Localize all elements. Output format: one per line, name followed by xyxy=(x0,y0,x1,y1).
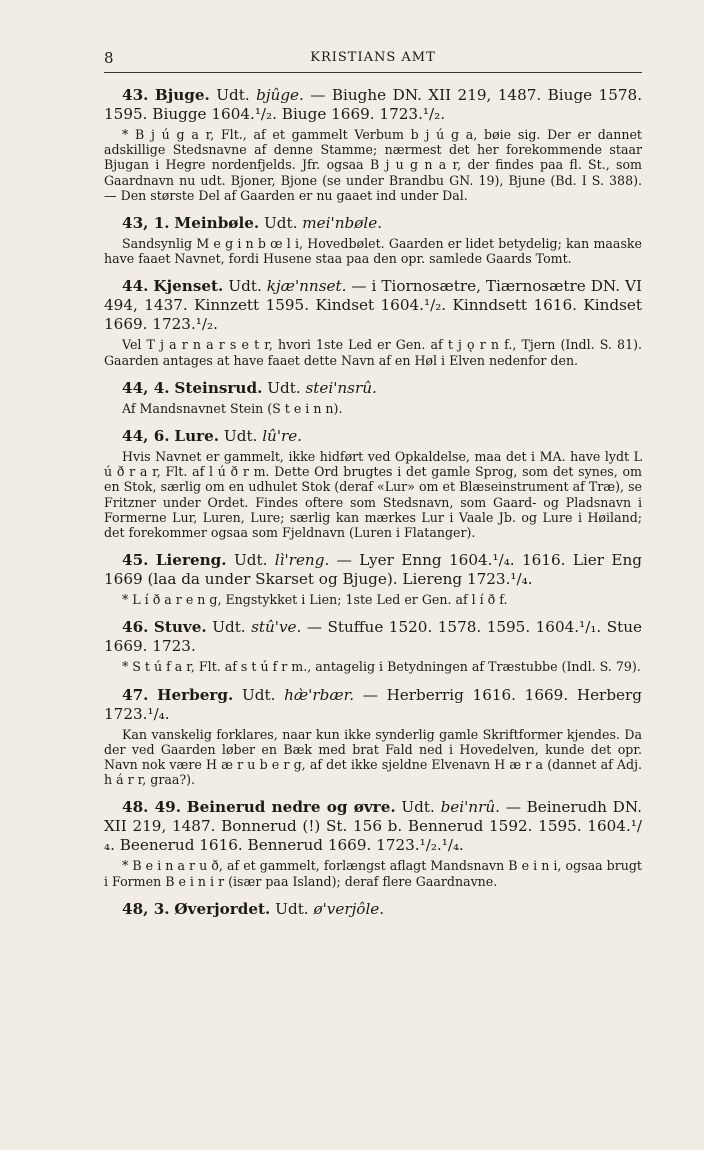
farm-name: Kjenset. xyxy=(153,277,224,296)
entry-note: Vel T j a r n a r s e t r, hvori 1ste Led er Gen. af t j ǫ r n f., Tjern (Indl. S. 81). Gaarden antages at have faaet dette Navn af en Høl i Elven nedenfor den. xyxy=(104,337,642,368)
pronunciation: bjûge. xyxy=(256,86,304,104)
historical-forms: — i Tiornosætre, Tiærnosætre DN. VI 494, 1437. Kinnzett 1595. Kindset 1604.¹/₂. Kinndsett 1616. Kindset 1669. 1723.¹/₂. xyxy=(104,277,643,334)
historical-forms: — Lyer Enng 1604.¹/₄. 1616. Lier Eng 1669 (laa da under Skarset og Bjuge). Liereng 1723.¹/₄. xyxy=(104,551,643,589)
udt-label: Udt. xyxy=(223,427,258,446)
page-number: 8 xyxy=(104,49,114,67)
historical-forms: — Beinerudh DN. XII 219, 1487. Bonnerud (!) St. 156 b. Bennerud 1592. 1595. 1604.¹/₄. Beenerud 1616. Bennerud 1669. 1723.¹/₂.¹/₄. xyxy=(104,798,642,855)
entry-lead xyxy=(104,214,642,233)
farm-name: Herberg. xyxy=(157,685,234,704)
historical-forms: — Stuffue 1520. 1578. 1595. 1604.¹/₁. Stue 1669. 1723. xyxy=(104,618,642,656)
pronunciation: stû've. xyxy=(251,618,302,637)
pronunciation: mei'nbøle. xyxy=(302,214,383,233)
udt-label: Udt. xyxy=(242,685,276,704)
entry-note: Hvis Navnet er gammelt, ikke hidført ved Opkaldelse, maa det i MA. have lydt L ú ð r a r, Flt. af l ú ð r m. Dette Ord brugtes i det gamle Sprog, som det synes, om en Stok, særlig om en udhulet Stok (deraf «Lur» om et Blæseinstrument af Træ), se Fritzner under Ordet. Findes oftere som Stedsnavn, som Gaard- og Pladsnavn i Formerne Lur, Luren, Lure; særlig kan mærkes Lur i Vaale Jb. og Lure i Høiland; det forekommer ogsaa som Fjeldnavn (Luren i Flatanger). xyxy=(104,449,642,541)
pronunciation: lû're. xyxy=(262,427,303,446)
historical-forms: — Biughe DN. XII 219, 1487. Biuge 1578. 1595. Biugge 1604.¹/₂. Biuge 1669. 1723.¹/₂. xyxy=(104,86,643,123)
entry-number: 48, 3. xyxy=(122,899,170,918)
entry-lead xyxy=(104,798,642,855)
farm-name: Øverjordet. xyxy=(174,899,271,918)
entry-number: 48. 49. xyxy=(122,798,182,817)
entry-45 xyxy=(104,551,642,607)
entry-46 xyxy=(104,618,642,674)
udt-label: Udt. xyxy=(212,618,246,637)
entry-number: 47. xyxy=(122,685,149,704)
entry-number: 44, 4. xyxy=(122,378,170,397)
farm-name: Beinerud nedre og øvre. xyxy=(186,798,396,817)
entry-43-1 xyxy=(104,214,642,266)
running-title: KRISTIANS AMT xyxy=(310,50,436,65)
udt-label: Udt. xyxy=(264,214,298,233)
entry-lead xyxy=(104,379,642,398)
page-header xyxy=(104,46,642,73)
entry-number: 44, 6. xyxy=(122,427,170,446)
pronunciation: bei'nrû. xyxy=(440,798,500,817)
entry-48-3 xyxy=(104,900,642,919)
entry-43 xyxy=(104,86,642,203)
udt-label: Udt. xyxy=(401,798,435,817)
entry-44-6 xyxy=(104,427,642,540)
entry-lead xyxy=(104,900,642,919)
entry-lead xyxy=(104,427,642,446)
entry-note: * B e i n a r u ð, af et gammelt, forlængst aflagt Mandsnavn B e i n i, ogsaa brugt i Formen B e i n i r (især paa Island); deraf flere Gaardnavne. xyxy=(104,858,642,889)
historical-forms: — Herberrig 1616. 1669. Herberg 1723.¹/₄. xyxy=(104,685,643,723)
farm-name: Bjuge. xyxy=(154,86,210,104)
entry-44 xyxy=(104,277,642,367)
entry-note: * B j ú g a r, Flt., af et gammelt Verbum b j ú g a, bøie sig. Der er dannet adskillige Stedsnavne af denne Stamme; nærmest det her forekommende staar Bjugan i Hegre nordenfjelds. Jfr. ogsaa B j u g n a r, der findes paa fl. St., som Gaardnavn nu udt. Bjoner, Bjone (se under Brandbu GN. 19), Bjune (Bd. I S. 388). — Den største Del af Gaarden er nu gaaet ind under Dal. xyxy=(104,127,642,203)
pronunciation: stei'nsrû. xyxy=(305,378,377,397)
pronunciation: ø'verjôle. xyxy=(313,899,385,918)
entry-number: 45. xyxy=(122,551,149,570)
udt-label: Udt. xyxy=(233,551,268,570)
farm-name: Steinsrud. xyxy=(174,378,263,397)
entry-note: * L í ð a r e n g, Engstykket i Lien; 1ste Led er Gen. af l í ð f. xyxy=(122,592,508,608)
entry-note: Sandsynlig M e g i n b œ l i, Hovedbølet. Gaarden er lidet betydelig; kan maaske have faaet Navnet, fordi Husene staa paa den opr. samlede Gaards Tomt. xyxy=(104,236,642,267)
entry-note: Kan vanskelig forklares, naar kun ikke synderlig gamle Skriftformer kjendes. Da der ved Gaarden løber en Bæk med brat Fald ned i Hovedelven, kunde det opr. Navn nok være H æ r u b e r g, af det ikke sjeldne Elvenavn H æ r a (dannet af Adj. h á r r, graa?). xyxy=(104,726,642,788)
udt-label: Udt. xyxy=(216,86,250,104)
entry-47 xyxy=(104,686,642,788)
page-content xyxy=(104,86,642,930)
farm-name: Stuve. xyxy=(153,618,207,637)
entry-number: 44. xyxy=(122,277,149,296)
farm-name: Lure. xyxy=(174,427,220,446)
pronunciation: lì'reng. xyxy=(274,551,330,570)
farm-name: Meinbøle. xyxy=(174,214,260,233)
farm-name: Liereng. xyxy=(155,551,227,570)
udt-label: Udt. xyxy=(267,378,301,397)
entry-lead xyxy=(104,277,642,334)
entry-lead xyxy=(104,686,642,724)
entry-lead xyxy=(104,86,642,124)
entry-note: * S t ú f a r, Flt. af s t ú f r m., antagelig i Betydningen af Træstubbe (Indl. S. 79). xyxy=(122,659,641,675)
udt-label: Udt. xyxy=(275,899,309,918)
entry-number: 46. xyxy=(122,618,149,637)
entry-note: Af Mandsnavnet Stein (S t e i n n). xyxy=(122,400,343,416)
pronunciation: hæ̀'rbær. xyxy=(284,685,355,704)
entry-lead xyxy=(104,618,642,656)
entry-number: 43. xyxy=(122,86,149,104)
entry-lead xyxy=(104,551,642,589)
udt-label: Udt. xyxy=(228,277,262,296)
entry-48-49 xyxy=(104,798,642,888)
pronunciation: kjæ'nnset. xyxy=(266,277,347,296)
entry-44-4 xyxy=(104,379,642,416)
entry-number: 43, 1. xyxy=(122,214,170,233)
